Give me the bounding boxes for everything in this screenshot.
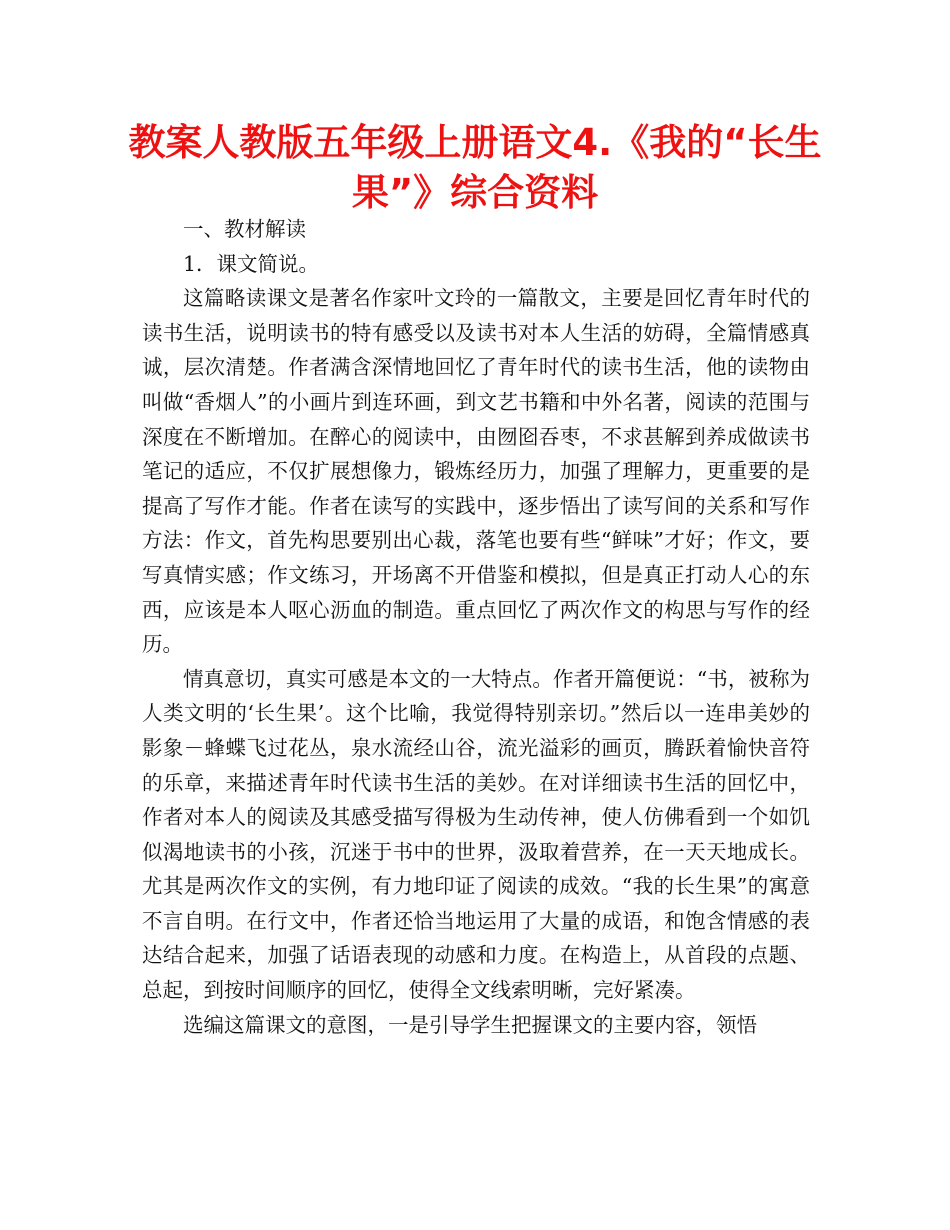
paragraph-3: 选编这篇课文的意图，一是引导学生把握课文的主要内容，领悟 bbox=[183, 1012, 757, 1037]
section-heading: 一、教材解读 bbox=[183, 217, 306, 241]
document-title: 教案人教版五年级上册语文4.《我的“长生果”》综合资料 bbox=[128, 121, 822, 214]
document-body bbox=[142, 212, 810, 1042]
paragraph-1: 这篇略读课文是著名作家叶文玲的一篇散文，主要是回忆青年时代的读书生活，说明读书的特有感受以及读书对本人生活的妨碍，全篇情感真诚，层次清楚。作者满含深情地回忆了青年时代的读书生活，他的读物由叫做“香烟人”的小画片到连环画，到文艺书籍和中外名著，阅读的范围与深度在不断增加。在醉心的阅读中，由囫囵吞枣，不求甚解到养成做读书笔记的适应，不仅扩展想像力，锻炼经历力，加强了理解力，更重要的是提高了写作才能。作者在读写的实践中，逐步悟出了读写间的关系和写作方法：作文，首先构思要别出心裁，落笔也要有些“鲜味”才好；作文，要写真情实感；作文练习，开场离不开借鉴和模拟，但是真正打动人心的东西，应该是本人呕心沥血的制造。重点回忆了两次作文的构思与写作的经历。 bbox=[142, 286, 810, 657]
paragraph-2: 情真意切，真实可感是本文的一大特点。作者开篇便说：“书，被称为人类文明的‘长生果’。这个比喻，我觉得特别亲切。”然后以一连串美妙的影象－蜂蝶飞过花丛，泉水流经山谷，流光溢彩的画页，腾跃着愉快音符的乐章，来描述青年时代读书生活的美妙。在对详细读书生活的回忆中，作者对本人的阅读及其感受描写得极为生动传神，使人仿佛看到一个如饥似渴地读书的小孩，沉迷于书中的世界，汲取着营养，在一天天地成长。尤其是两次作文的实例，有力地印证了阅读的成效。“我的长生果”的寓意不言自明。在行文中，作者还恰当地运用了大量的成语，和饱含情感的表达结合起来，加强了话语表现的动感和力度。在构造上，从首段的点题、总起，到按时间顺序的回忆，使得全文线索明晰，完好紧凑。 bbox=[142, 666, 810, 1003]
subsection-heading: 1．课文简说。 bbox=[183, 251, 320, 276]
